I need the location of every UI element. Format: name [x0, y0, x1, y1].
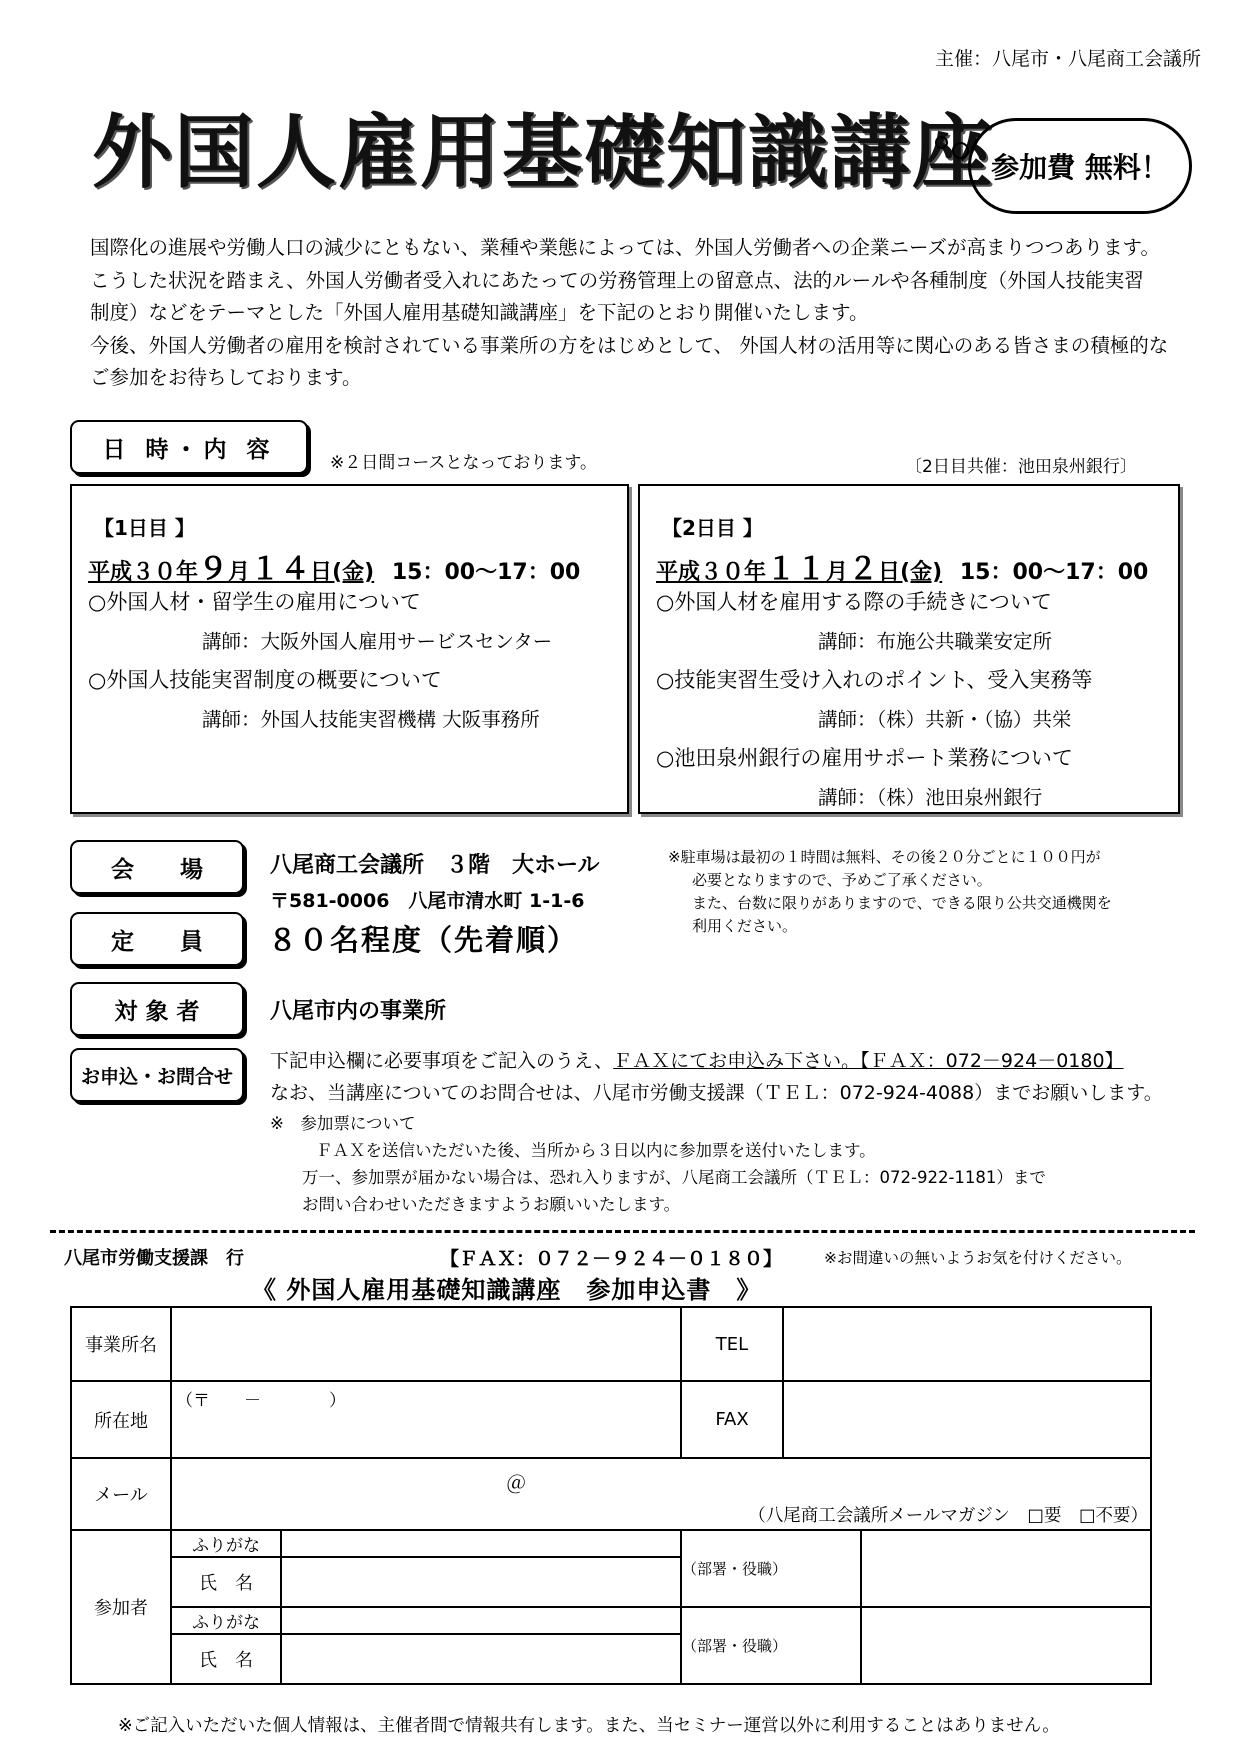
form-recipient: 八尾市労働支援課 行 — [64, 1248, 244, 1269]
furigana-label: ふりがな — [171, 1530, 281, 1557]
day2-day-unit: 日 — [878, 560, 901, 585]
target-label: 対 象 者 — [70, 982, 244, 1036]
mail-magazine-option[interactable]: （八尾商工会議所メールマガジン □要 □不要） — [748, 1506, 1148, 1526]
day2-topic-1: ○外国人材を雇用する際の手続きについて — [656, 590, 1052, 614]
intro-line: 今後、外国人労働者の雇用を検討されている事業所の方をはじめとして、 外国人材の活用等に関心のある皆さまの積極的な — [90, 333, 1169, 357]
apply-line-1-text: 下記申込欄に必要事項をご記入のうえ、 — [270, 1050, 614, 1072]
intro-line: 国際化の進展や労働人口の減少にともない、業種や業態によっては、外国人労働者への企業ニーズが高まりつつあります。 — [90, 236, 1160, 259]
ticket-note — [270, 1110, 1046, 1218]
day2-box — [638, 484, 1180, 814]
fax-input[interactable] — [784, 1382, 1150, 1457]
day1-lecturer-1: 講師：大阪外国人雇用サービスセンター — [202, 630, 553, 653]
ticket-line: 万一、参加票が届かない場合は、恐れ入りますが、八尾商工会議所（ＴＥＬ：072-922-1181）まで — [302, 1168, 1046, 1187]
day1-date — [88, 544, 580, 588]
company-input[interactable] — [171, 1307, 681, 1381]
capacity-label: 定 員 — [70, 912, 244, 966]
parking-line: ※駐車場は最初の１時間は無料、その後２０分ごとに１００円が — [668, 848, 1101, 866]
dept-input[interactable] — [861, 1607, 1151, 1684]
venue-name: 八尾商工会議所 ３階 大ホール — [270, 853, 600, 878]
parking-line: 必要となりますので、予めご了承ください。 — [692, 871, 992, 889]
day2-heading: 【2日目 】 — [662, 516, 763, 540]
day1-month-unit: 月 — [228, 560, 251, 585]
schedule-note: ※２日間コースとなっております。 — [330, 453, 598, 473]
privacy-note: ※ご記入いただいた個人情報は、主催者間で情報共有します。また、当セミナー運営以外に利用することはありません。 — [118, 1716, 1060, 1736]
intro-line: こうした状況を踏まえ、外国人労働者受入れにあたっての労務管理上の留意点、法的ルールや各種制度（外国人技能実習 — [90, 268, 1144, 292]
postal-code: （〒 － ） — [176, 1391, 346, 1411]
form-title: 《 外国人雇用基礎知識講座 参加申込書 》 — [252, 1276, 762, 1304]
apply-line-1 — [270, 1046, 1124, 1073]
day2-weekday: (金) — [900, 560, 943, 585]
target-value: 八尾市内の事業所 — [270, 999, 447, 1024]
fax-label: FAX — [682, 1382, 784, 1457]
ticket-line: ＦＡＸを送信いただいた後、当所から３日以内に参加票を送付いたします。 — [316, 1141, 876, 1160]
dept-label: （部署・役職） — [681, 1530, 861, 1607]
day1-day: １４ — [250, 552, 311, 587]
day2-time: 15：00～17：00 — [959, 560, 1149, 585]
form-fax-note: ※お間違いの無いようお気を付けください。 — [824, 1249, 1132, 1267]
company-label: 事業所名 — [71, 1307, 171, 1381]
day1-lecturer-2: 講師：外国人技能実習機構 大阪事務所 — [202, 708, 540, 731]
intro-line: 制度）などをテーマとした「外国人雇用基礎知識講座」を下記のとおり開催いたします。 — [90, 301, 869, 324]
ticket-line: お問い合わせいただきますようお願いいたします。 — [302, 1195, 681, 1214]
day2-month-unit: 月 — [826, 560, 849, 585]
schedule-label: 日 時・内 容 — [70, 420, 308, 474]
day1-day-unit: 日 — [310, 560, 333, 585]
venue-address: 〒581-0006 八尾市清水町 1-1-6 — [270, 890, 585, 912]
day1-box — [70, 484, 629, 814]
parking-note — [668, 846, 1112, 938]
tel-label: TEL — [682, 1308, 784, 1380]
venue-label: 会 場 — [70, 840, 244, 894]
day1-topic-2: ○外国人技能実習制度の概要について — [88, 668, 442, 692]
name-input[interactable] — [281, 1557, 681, 1607]
participants-label: 参加者 — [71, 1530, 171, 1684]
dept-label: （部署・役職） — [681, 1607, 861, 1684]
tel-input[interactable] — [784, 1308, 1150, 1380]
at-sign: ＠ — [506, 1471, 526, 1495]
day2-topic-2: ○技能実習生受け入れのポイント、受入実務等 — [656, 668, 1093, 692]
page-title: 外国人雇用基礎知識講座 — [92, 106, 994, 199]
mail-label: メール — [71, 1458, 171, 1530]
furigana-label: ふりがな — [171, 1607, 281, 1634]
day2-lecturer-1: 講師：布施公共職業安定所 — [818, 630, 1053, 653]
furigana-input[interactable] — [281, 1607, 681, 1634]
ticket-title: ※ 参加票について — [270, 1114, 416, 1133]
day1-heading: 【1日目 】 — [94, 516, 195, 540]
day2-lecturer-2: 講師：（株）共新・（協）共栄 — [818, 708, 1072, 731]
name-label: 氏 名 — [171, 1557, 281, 1607]
parking-line: 利用ください。 — [692, 917, 798, 935]
day2-topic-3: ○池田泉州銀行の雇用サポート業務について — [656, 746, 1073, 770]
day2-day: ２ — [848, 552, 879, 587]
name-label: 氏 名 — [171, 1634, 281, 1684]
fax-cell — [681, 1381, 1151, 1458]
thought-bubble-dot — [935, 136, 948, 149]
day1-topic-1: ○外国人材・留学生の雇用について — [88, 590, 421, 614]
apply-label: お申込・お問合せ — [70, 1048, 244, 1102]
capacity-value: ８０名程度（先着順） — [268, 923, 579, 957]
day2-era: 平成３０年 — [656, 560, 767, 585]
parking-line: また、台数に限りがありますので、できる限り公共交通機関を — [692, 894, 1112, 912]
day1-month: ９ — [198, 552, 229, 587]
free-badge: 参加費 無料！ — [968, 118, 1192, 214]
day1-era: 平成３０年 — [88, 560, 199, 585]
day2-date — [656, 544, 1148, 588]
apply-line-2: なお、当講座についてのお問合せは、八尾市労働支援課（ＴＥＬ：072-924-4088）までお願いします。 — [270, 1082, 1163, 1104]
tel-cell — [681, 1307, 1151, 1381]
mail-input[interactable] — [171, 1458, 1151, 1530]
address-input[interactable] — [171, 1381, 681, 1458]
application-form — [70, 1306, 1152, 1685]
intro-text — [90, 232, 1200, 395]
name-input[interactable] — [281, 1634, 681, 1684]
day1-weekday: (金) — [332, 560, 375, 585]
day2-month: １１ — [766, 552, 827, 587]
day1-time: 15：00～17：00 — [391, 560, 581, 585]
address-label: 所在地 — [71, 1381, 171, 1458]
apply-fax-line: ＦＡＸにてお申込み下さい。【ＦＡＸ：072－924－0180】 — [613, 1050, 1124, 1072]
organizer: 主催：八尾市・八尾商工会議所 — [934, 48, 1201, 70]
cut-line — [50, 1230, 1195, 1233]
form-fax: 【ＦＡＸ：０７２－９２４－０１８０】 — [440, 1248, 783, 1270]
cosponsor-note: 〔2日目共催：池田泉州銀行〕 — [905, 457, 1137, 477]
thought-bubble-dot — [952, 142, 969, 159]
furigana-input[interactable] — [281, 1530, 681, 1557]
dept-input[interactable] — [861, 1530, 1151, 1607]
intro-line: ご参加をお待ちしております。 — [90, 366, 362, 389]
day2-lecturer-3: 講師：（株）池田泉州銀行 — [818, 786, 1043, 809]
